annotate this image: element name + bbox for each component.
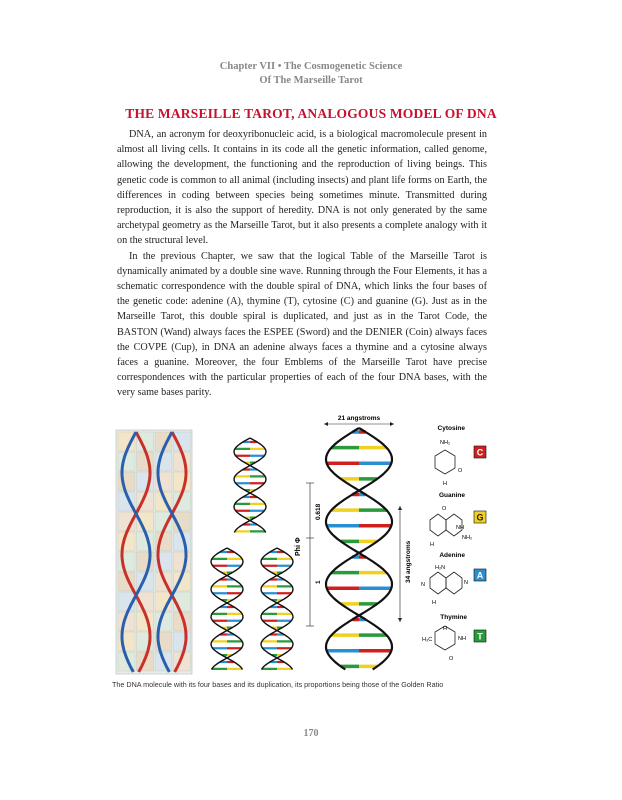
atom-label: NH₂ bbox=[462, 535, 473, 541]
base-name: Cytosine bbox=[437, 425, 465, 432]
height-label: 34 angstroms bbox=[405, 540, 412, 583]
base-name: Guanine bbox=[438, 492, 465, 499]
running-head bbox=[0, 60, 622, 88]
large-helix bbox=[326, 428, 392, 670]
dna-illustration bbox=[112, 408, 502, 676]
base-letter: T bbox=[477, 631, 483, 642]
page-number: 170 bbox=[303, 728, 319, 739]
base-guanine bbox=[430, 492, 486, 548]
paragraph-1: DNA, an acronym for deoxyribonucleic acid, is a biological macromolecule present in almost all living cells. It contains in its code all the genetic information, called genome, allowing the development, the functioning and the reproduction of living beings. This genetic code is common to all animal (including insects) and plant life forms on Earth, the differences in coding between species being sometimes minute. Transmitted during reproduction, it is also the support of heredity. DNA is not only generated by the same archetypal geometry as the Marseille Tarot, but it also presents a complete analogy with it on the structural level. bbox=[117, 129, 487, 247]
tarot-card bbox=[118, 632, 135, 651]
atom-label: NH bbox=[458, 636, 466, 642]
base-thymine bbox=[422, 614, 486, 662]
atom-label: O bbox=[449, 656, 454, 662]
base-name: Thymine bbox=[440, 614, 467, 621]
adenine-ring-a bbox=[430, 572, 446, 594]
adenine-ring-b bbox=[446, 572, 462, 594]
figure-caption: The DNA molecule with its four bases and its duplication, its proportions being those of the Golden Ratio bbox=[112, 680, 444, 689]
duplicating-helix bbox=[211, 438, 293, 670]
atom-label: O bbox=[442, 506, 447, 512]
dna-figure bbox=[112, 408, 502, 676]
tarot-card-strip bbox=[116, 430, 192, 674]
atom-label: N bbox=[464, 580, 468, 586]
base-adenine bbox=[421, 552, 486, 606]
phi-label: Phi Φ bbox=[295, 537, 302, 556]
atom-label: H bbox=[430, 542, 434, 548]
guanine-ring-a bbox=[430, 514, 446, 536]
atom-label: N bbox=[421, 582, 425, 588]
tarot-card bbox=[174, 472, 191, 491]
base-letter: C bbox=[476, 447, 484, 458]
bases-panel bbox=[421, 425, 486, 662]
width-label: 21 angstroms bbox=[337, 415, 381, 422]
atom-label: H bbox=[432, 600, 436, 606]
atom-label: NH bbox=[456, 525, 464, 531]
base-letter: G bbox=[476, 512, 484, 523]
atom-label: H₃C bbox=[422, 637, 433, 643]
atom-label: NH₂ bbox=[440, 440, 451, 446]
base-cytosine bbox=[435, 425, 486, 487]
atom-label: H₂N bbox=[435, 565, 446, 571]
atom-label: H bbox=[443, 481, 447, 487]
ratio-label: 0.618 bbox=[315, 503, 322, 520]
section-title: THE MARSEILLE TAROT, ANALOGOUS MODEL OF DNA bbox=[125, 106, 497, 121]
running-head-line-2: Of The Marseille Tarot bbox=[259, 75, 363, 86]
body-text bbox=[117, 127, 487, 401]
one-label: 1 bbox=[315, 580, 322, 584]
atom-label: O bbox=[458, 468, 463, 474]
atom-label: H bbox=[443, 626, 447, 632]
base-name: Adenine bbox=[439, 552, 465, 559]
tarot-card bbox=[174, 632, 191, 651]
paragraph-2: In the previous Chapter, we saw that the logical Table of the Marseille Tarot is dynamically animated by a double sine wave. Running through the Four Elements, it has a schematic correspondence with the double spiral of DNA, which links the four bases of the genetic code: adenine (A), thymine (T), cytosine (C) and guanine (G). Just as in the Marseille Tarot, this double spiral is duplicated, and just as in the Tarot Code, the BASTON (Wand) always faces the ESPEE (Sword) and the DENIER (Coin) always faces the COVPE (Cup), in DNA an adenine always faces a thymine and a cytosine always faces a guanine. Moreover, the four Emblems of the Marseille Tarot have precise correspondences with the particular properties of each of the four DNA bases, with the very same bases parity. bbox=[117, 250, 487, 399]
tarot-card bbox=[174, 552, 191, 571]
base-letter: A bbox=[476, 570, 484, 581]
cytosine-ring bbox=[435, 450, 455, 474]
running-head-line-1: Chapter VII • The Cosmogenetic Science bbox=[219, 61, 403, 72]
